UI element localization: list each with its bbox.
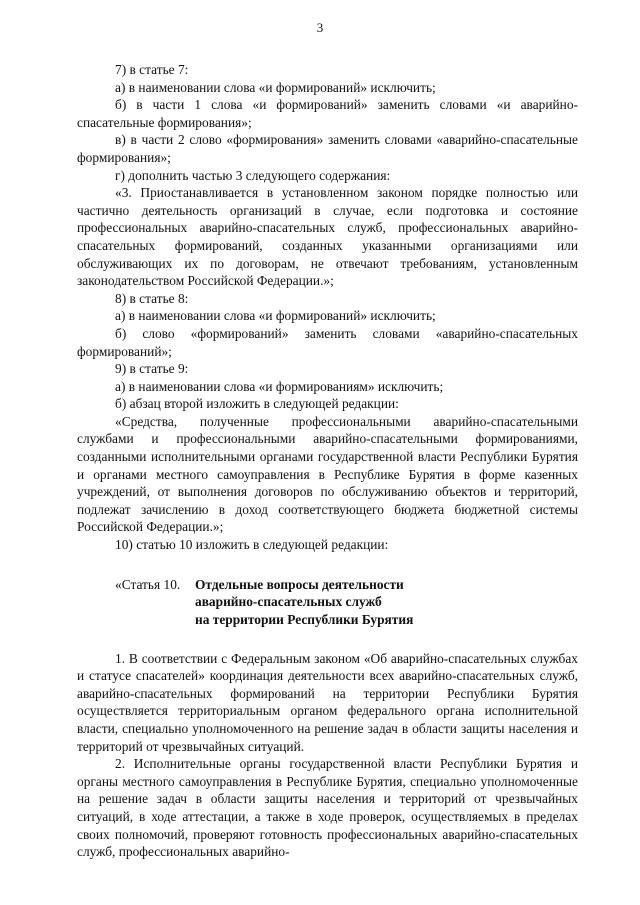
paragraph-9a: а) в наименовании слова «и формированиям» исключить; [115,378,444,394]
article-10-part-2: 2. Исполнительные органы государственной власти Республики Бурятия и органы местного самоуправления в Республике Бурятия, специально уполномоченные на решение задач в области защиты населения и территорий от чрезвычайных ситуаций, в ходе аттестации, а также в ходе проверок, осуществляемых в пределах своих полномочий, проверяют готовность профессиональных аварийно-спасательных служб, профессиональных аварийно- [77,756,578,860]
paragraph-7v: в) в части 2 слово «формирования» заменить словами «аварийно-спасательные формирования»; [77,132,578,165]
paragraph-8: 8) в статье 8: [115,290,189,306]
paragraph-7: 7) в статье 7: [115,62,189,77]
paragraph-8a: а) в наименовании слова «и формирований» исключить; [115,308,436,324]
document-body [77,61,578,861]
paragraph-10: 10) статью 10 изложить в следующей редакции: [115,537,389,553]
paragraph-funds-quote: «Средства, полученные профессиональными аварийно-спасательными службами и профессиональными аварийно-спасательными формированиями, созданными исполнительными органами государственной власти Республики Бурятия и органами местного самоуправления в Республике Бурятия в форме казенных учреждений, от выполнения договоров по обслуживанию объектов и территорий, подлежат зачислению в доход соответствующего бюджета бюджетной системы Российской Федерации.»; [77,413,578,535]
paragraph-8b: б) слово «формирований» заменить словами «аварийно-спасательных формирований»; [77,325,578,359]
paragraph-7a: а) в наименовании слова «и формирований» исключить; [115,79,436,95]
article-title-line-3: на территории Республики Бурятия [195,611,414,627]
article-title-line-2: аварийно-спасательных служб [195,594,382,610]
paragraph-part3-quote: «3. Приостанавливается в установленном законом порядке полностью или частично деятельность организаций в случае, если подготовка и состояние профессиональных аварийно-спасательных служб, профессиональных аварийно-спасательных формирований, созданных указанными организациями или обслуживающих их по договорам, не отвечают требованиям, установленным законодательством Российской Федерации.»; [77,185,578,289]
article-10-heading [77,576,578,630]
article-title [195,576,413,629]
paragraph-7g: г) дополнить частью 3 следующего содержания: [115,167,391,183]
article-title-line-1: Отдельные вопросы деятельности [195,576,404,592]
paragraph-7b: б) в части 1 слова «и формирований» заменить словами «и аварийно-спасательные формирования»; [77,97,578,130]
paragraph-9: 9) в статье 9: [115,361,189,377]
page-number: 3 [316,20,324,35]
article-10-part-1: 1. В соответствии с Федеральным законом «Об аварийно-спасательных службах и статусе спасателей» координация деятельности всех аварийно-спасательных служб, аварийно-спасательных формирований на территории Республики Бурятия осуществляется территориальным органом федерального органа исполнительной власти, специально уполномоченного на решение задач в области защиты населения и территорий от чрезвычайных ситуаций. [77,650,578,754]
paragraph-9b: б) абзац второй изложить в следующей редакции: [115,396,399,412]
article-number: «Статья 10. [115,576,181,592]
